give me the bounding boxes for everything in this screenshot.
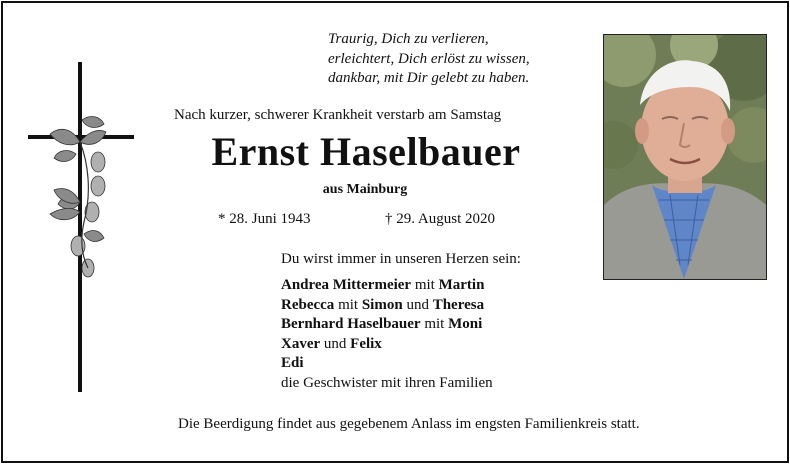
- mourner-name: Felix: [350, 335, 382, 352]
- mourner-name: Xaver: [281, 335, 321, 352]
- mourner-line: [281, 335, 581, 355]
- mourner-name: Rebecca: [281, 296, 335, 313]
- mourner-line: [281, 315, 581, 335]
- death-date: † 29. August 2020: [385, 211, 496, 227]
- connector: und: [402, 296, 433, 313]
- poem-line: Traurig, Dich zu verlieren,: [328, 31, 489, 47]
- portrait-photo: [603, 34, 767, 280]
- deceased-name: Ernst Haselbauer: [211, 129, 521, 174]
- remembrance-line: Du wirst immer in unseren Herzen sein:: [281, 251, 521, 267]
- mourner-name: Bernhard Haselbauer: [281, 316, 421, 332]
- mourner-name: Moni: [448, 316, 483, 332]
- mourner-line: [281, 296, 581, 316]
- mourner-name: Simon: [361, 296, 403, 313]
- mourner-name: Andrea Mittermeier: [281, 277, 412, 293]
- mourner-name: Edi: [281, 355, 304, 371]
- mourner-name: Theresa: [432, 296, 485, 313]
- mourners-list: [281, 276, 581, 393]
- siblings-line: die Geschwister mit ihren Familien: [281, 374, 493, 391]
- mourner-line: [281, 276, 581, 296]
- birth-date: * 28. Juni 1943: [218, 211, 311, 227]
- poem: [328, 30, 588, 89]
- mourner-line: [281, 354, 581, 374]
- connector: mit: [420, 316, 449, 332]
- connector: mit: [334, 296, 362, 313]
- connector: und: [320, 335, 351, 352]
- cross-with-hops-icon: [28, 62, 138, 394]
- poem-line: erleichtert, Dich erlöst zu wissen,: [328, 50, 530, 67]
- mourner-name: Martin: [438, 277, 485, 293]
- hometown: aus Mainburg: [322, 182, 408, 197]
- poem-line: dankbar, mit Dir gelebt zu haben.: [328, 70, 530, 86]
- funeral-notice: Die Beerdigung findet aus gegebenem Anlass im engsten Familienkreis statt.: [178, 416, 640, 432]
- intro-text: Nach kurzer, schwerer Krankheit verstarb am Samstag: [174, 107, 502, 123]
- connector: mit: [411, 277, 439, 293]
